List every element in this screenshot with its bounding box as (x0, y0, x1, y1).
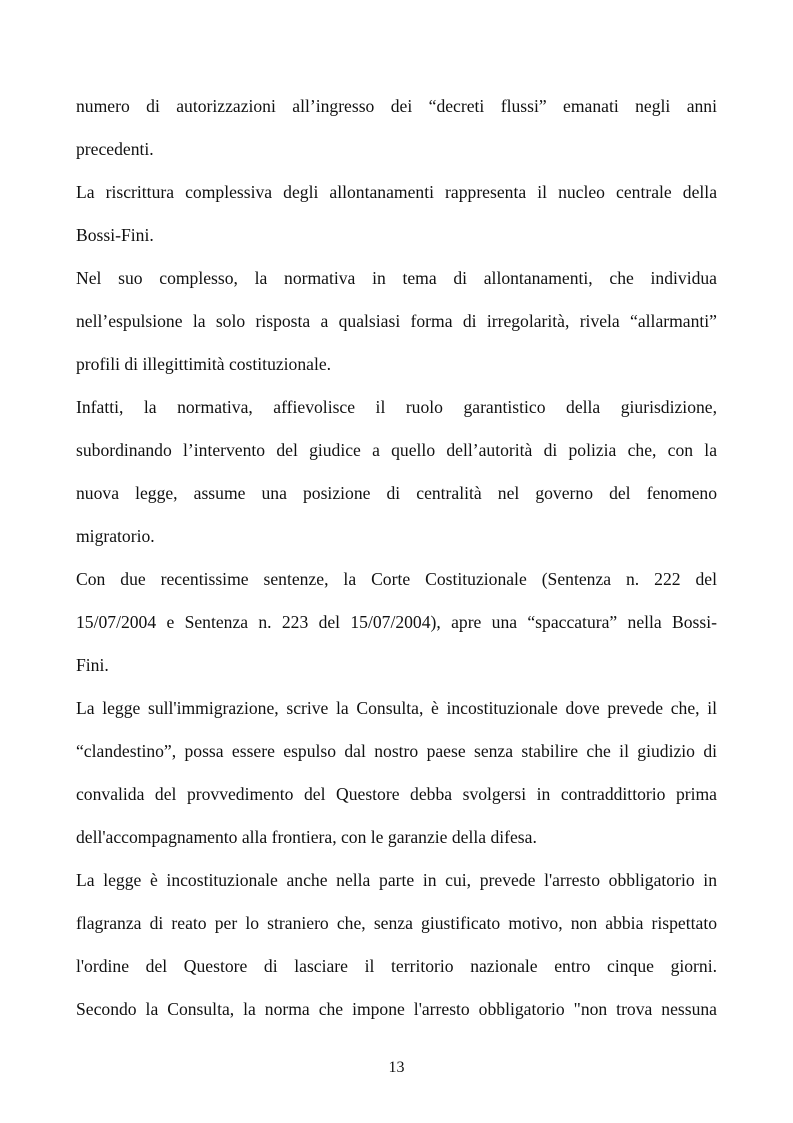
text-line: precedenti. (76, 139, 154, 159)
text-line: Secondo la Consulta, la norma che impone l'arresto obbligatorio "non trova nessuna (76, 999, 717, 1019)
text-line: Nel suo complesso, la normativa in tema di allontanamenti, che individua (76, 268, 717, 288)
text-line: “clandestino”, possa essere espulso dal nostro paese senza stabilire che il giudizio di (76, 741, 717, 761)
text-line: Con due recentissime sentenze, la Corte Costituzionale (Sentenza n. 222 del (76, 569, 717, 589)
text-line: flagranza di reato per lo straniero che, senza giustificato motivo, non abbia rispettato (76, 913, 717, 933)
text-line: nuova legge, assume una posizione di centralità nel governo del fenomeno (76, 483, 717, 503)
text-line: La legge sull'immigrazione, scrive la Consulta, è incostituzionale dove prevede che, il (76, 698, 717, 718)
text-line: Bossi-Fini. (76, 225, 154, 245)
text-line: numero di autorizzazioni all’ingresso dei “decreti flussi” emanati negli anni (76, 96, 717, 116)
text-line: dell'accompagnamento alla frontiera, con le garanzie della difesa. (76, 827, 537, 847)
text-line: 15/07/2004 e Sentenza n. 223 del 15/07/2004), apre una “spaccatura” nella Bossi- (76, 612, 717, 632)
text-line: nell’espulsione la solo risposta a qualsiasi forma di irregolarità, rivela “allarmanti” (76, 311, 717, 331)
page-number: 13 (388, 1059, 405, 1076)
text-line: Fini. (76, 655, 109, 675)
text-line: profili di illegittimità costituzionale. (76, 354, 332, 374)
text-line: l'ordine del Questore di lasciare il territorio nazionale entro cinque giorni. (76, 956, 717, 976)
text-line: Infatti, la normativa, affievolisce il ruolo garantistico della giurisdizione, (76, 397, 717, 417)
text-line: La riscrittura complessiva degli allontanamenti rappresenta il nucleo centrale della (76, 182, 717, 202)
text-line: La legge è incostituzionale anche nella parte in cui, prevede l'arresto obbligatorio in (76, 870, 717, 890)
text-line: convalida del provvedimento del Questore debba svolgersi in contraddittorio prima (76, 784, 717, 804)
text-line: subordinando l’intervento del giudice a quello dell’autorità di polizia che, con la (76, 440, 717, 460)
text-line: migratorio. (76, 526, 155, 546)
